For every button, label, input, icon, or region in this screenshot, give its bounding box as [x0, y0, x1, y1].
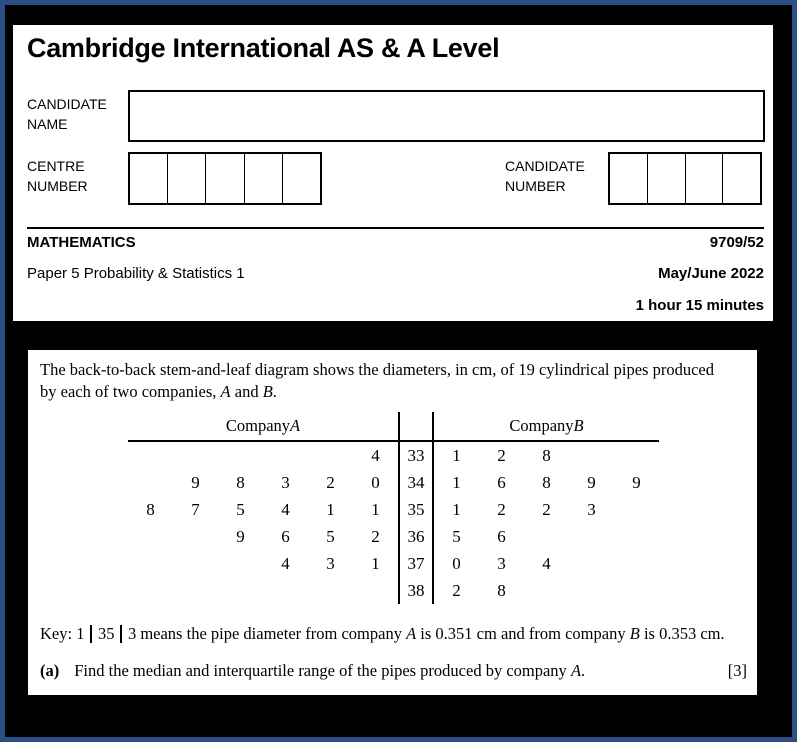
- leaf-cell-b: [524, 523, 569, 550]
- leaf-cell-b: [569, 442, 614, 469]
- leaf-cell-b: [614, 496, 659, 523]
- leaf-cell-b: 8: [497, 580, 506, 600]
- number-cell[interactable]: [206, 154, 244, 203]
- paper-code: 9709/52: [709, 234, 764, 251]
- subject-title: MATHEMATICS: [27, 234, 136, 251]
- leaf-cell-a: 1: [371, 499, 380, 519]
- stem-cell: 37: [398, 550, 434, 577]
- number-cell[interactable]: [610, 154, 648, 203]
- number-cell[interactable]: [648, 154, 686, 203]
- stem-cell: 36: [398, 523, 434, 550]
- number-cell[interactable]: [168, 154, 206, 203]
- leaf-cell-a: 5: [326, 526, 335, 546]
- leaf-cell-a: [128, 523, 173, 550]
- leaf-cell-a: 2: [371, 526, 380, 546]
- leaf-cell-b: 8: [542, 445, 551, 465]
- stem-cell: 35: [398, 496, 434, 523]
- stem-leaf-row: [128, 577, 659, 604]
- number-cell[interactable]: [723, 154, 760, 203]
- leaf-cell-b: 1: [452, 472, 461, 492]
- leaf-cell-a: [263, 577, 308, 604]
- leaf-cell-a: 8: [146, 499, 155, 519]
- stem-leaf-header-row: [128, 412, 659, 442]
- stem-cell: 38: [398, 577, 434, 604]
- question-intro-line1: The back-to-back stem-and-leaf diagram shows the diameters, in cm, of 19 cylindrical pipes produced: [40, 360, 714, 379]
- number-cell[interactable]: [130, 154, 168, 203]
- stem-cell: 34: [398, 469, 434, 496]
- leaf-cell-b: 2: [542, 499, 551, 519]
- key-divider-bar: [90, 625, 92, 643]
- duration-label: 1 hour 15 minutes: [635, 297, 764, 314]
- stem-leaf-table: [128, 412, 659, 604]
- leaf-cell-a: [353, 577, 398, 604]
- leaf-cell-a: [308, 442, 353, 469]
- leaf-cell-b: 2: [497, 445, 506, 465]
- leaf-cell-a: [218, 550, 263, 577]
- stem-leaf-row: [128, 523, 659, 550]
- stem-cell: 33: [398, 442, 434, 469]
- question-intro-line2: by each of two companies, A and B.: [40, 382, 277, 401]
- exam-header-box: [13, 25, 773, 321]
- leaf-cell-a: [218, 577, 263, 604]
- centre-number-box[interactable]: [128, 152, 322, 205]
- leaf-cell-b: 2: [452, 580, 461, 600]
- candidate-name-label: CANDIDATE NAME: [27, 96, 107, 132]
- leaf-cell-a: 9: [236, 526, 245, 546]
- number-cell[interactable]: [245, 154, 283, 203]
- header-divider: [27, 227, 764, 229]
- leaf-cell-a: 3: [281, 472, 290, 492]
- leaf-cell-a: 2: [326, 472, 335, 492]
- leaf-cell-b: 0: [452, 553, 461, 573]
- number-cell[interactable]: [686, 154, 724, 203]
- leaf-cell-b: 4: [542, 553, 551, 573]
- leaf-cell-a: [128, 469, 173, 496]
- part-a-label: (a): [40, 661, 60, 680]
- leaf-cell-a: 6: [281, 526, 290, 546]
- leaf-cell-a: [218, 442, 263, 469]
- leaf-cell-b: 3: [587, 499, 596, 519]
- stem-leaf-row: [128, 496, 659, 523]
- company-a-header: Company A: [128, 412, 398, 442]
- leaf-cell-b: [614, 550, 659, 577]
- leaf-cell-b: 6: [497, 472, 506, 492]
- leaf-cell-a: 3: [326, 553, 335, 573]
- leaf-cell-b: [614, 442, 659, 469]
- leaf-cell-a: [128, 577, 173, 604]
- centre-number-label: CENTRE NUMBER: [27, 158, 88, 194]
- leaf-cell-a: [173, 523, 218, 550]
- question-box: [28, 350, 757, 695]
- page-title: Cambridge International AS & A Level: [27, 33, 500, 63]
- leaf-cell-a: [308, 577, 353, 604]
- number-cell[interactable]: [283, 154, 320, 203]
- leaf-cell-a: 0: [371, 472, 380, 492]
- leaf-cell-b: 9: [587, 472, 596, 492]
- leaf-cell-b: 9: [632, 472, 641, 492]
- paper-title: Paper 5 Probability & Statistics 1: [27, 265, 245, 282]
- question-intro: [40, 359, 714, 403]
- leaf-cell-a: [173, 577, 218, 604]
- company-b-header: Company B: [434, 412, 659, 442]
- leaf-cell-a: 4: [281, 499, 290, 519]
- leaf-cell-a: 4: [371, 445, 380, 465]
- leaf-cell-b: 5: [452, 526, 461, 546]
- leaf-cell-b: 6: [497, 526, 506, 546]
- part-a-text: Find the median and interquartile range of the pipes produced by company A.: [74, 661, 586, 680]
- stem-leaf-row: [128, 442, 659, 469]
- leaf-cell-a: [128, 442, 173, 469]
- leaf-cell-b: 8: [542, 472, 551, 492]
- leaf-cell-a: 7: [191, 499, 200, 519]
- leaf-cell-a: [173, 442, 218, 469]
- key-line: Key: 1 35 3 means the pipe diameter from company A is 0.351 cm and from company B is 0.353 cm.: [40, 624, 725, 643]
- leaf-cell-a: 5: [236, 499, 245, 519]
- leaf-cell-a: 4: [281, 553, 290, 573]
- leaf-cell-b: 3: [497, 553, 506, 573]
- part-a-marks: [3]: [727, 661, 747, 680]
- leaf-cell-a: [128, 550, 173, 577]
- leaf-cell-a: 1: [371, 553, 380, 573]
- leaf-cell-b: [569, 550, 614, 577]
- leaf-cell-a: [263, 442, 308, 469]
- leaf-cell-b: [569, 523, 614, 550]
- leaf-cell-a: 9: [191, 472, 200, 492]
- leaf-cell-b: 1: [452, 445, 461, 465]
- stem-leaf-row: [128, 550, 659, 577]
- leaf-cell-b: [524, 577, 569, 604]
- candidate-number-box[interactable]: [608, 152, 762, 205]
- leaf-cell-b: 2: [497, 499, 506, 519]
- leaf-cell-b: [614, 523, 659, 550]
- leaf-cell-a: 8: [236, 472, 245, 492]
- stem-leaf-row: [128, 469, 659, 496]
- leaf-cell-b: [569, 577, 614, 604]
- candidate-number-label: CANDIDATE NUMBER: [505, 158, 585, 194]
- candidate-name-input[interactable]: [128, 90, 765, 142]
- leaf-cell-a: 1: [326, 499, 335, 519]
- leaf-cell-b: 1: [452, 499, 461, 519]
- key-divider-bar: [120, 625, 122, 643]
- leaf-cell-b: [614, 577, 659, 604]
- leaf-cell-a: [173, 550, 218, 577]
- part-a-row: [40, 661, 747, 681]
- stem-header-cell: [398, 412, 434, 442]
- session-label: May/June 2022: [658, 265, 764, 282]
